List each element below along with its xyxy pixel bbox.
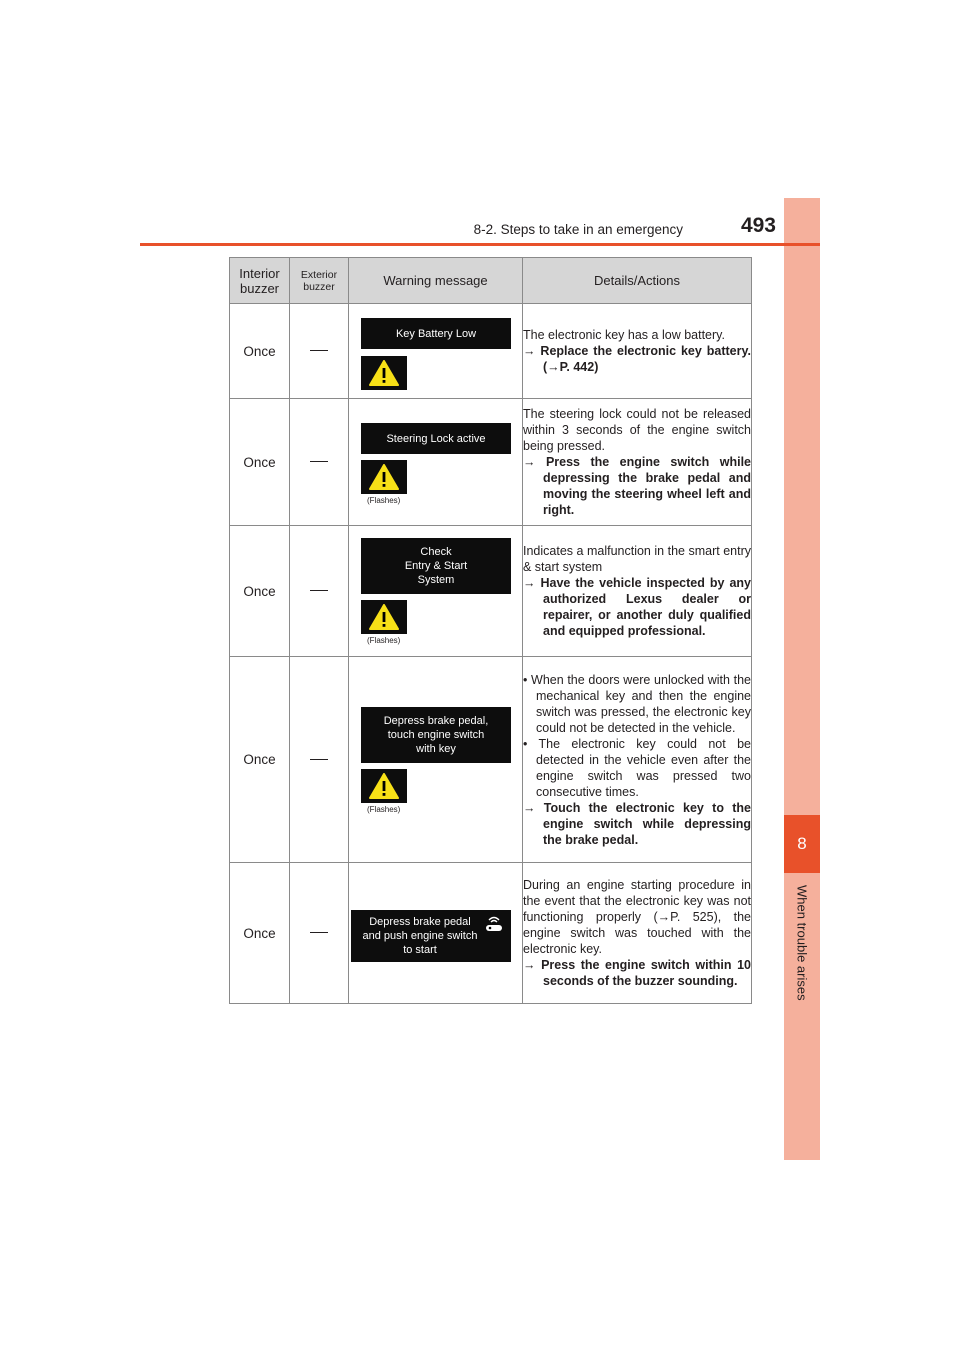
interior-buzzer-cell: Once: [230, 304, 290, 399]
exterior-buzzer-cell: [290, 526, 349, 657]
exterior-buzzer-cell: [290, 304, 349, 399]
details-text: Indicates a malfunction in the smart entry & start system: [523, 544, 751, 574]
header-warning-message: Warning message: [349, 258, 523, 304]
chapter-side-band: [784, 198, 820, 1160]
header-exterior-buzzer: Exterior buzzer: [290, 258, 349, 304]
chapter-number: [784, 815, 820, 873]
header-details-actions: Details/Actions: [523, 258, 752, 304]
action-text: → Replace the electronic key battery. (→P. 442): [523, 344, 751, 374]
header-rule: [140, 243, 820, 246]
chapter-title: [784, 878, 820, 1008]
none-dash: [310, 932, 328, 933]
interior-buzzer-cell: Once: [230, 526, 290, 657]
message-display-text: Check Entry & Start System: [404, 546, 468, 586]
flashes-note: (Flashes): [367, 496, 401, 505]
details-bullet: • When the doors were unlocked with the mechanical key and then the engine switch was pressed, the electronic key could not be detected in the vehicle.: [523, 672, 751, 735]
message-display: [361, 318, 511, 349]
warning-message-table: [229, 257, 752, 1004]
exterior-buzzer-cell: [290, 863, 349, 1004]
chapter-number-text: 8: [797, 834, 807, 853]
none-dash: [310, 350, 328, 351]
message-display-text: Key Battery Low: [395, 327, 477, 340]
action-text: → Press the engine switch while depressing the brake pedal and moving the steering wheel left and right.: [523, 455, 751, 517]
details-bullet: • The electronic key could not be detected in the vehicle even after the engine switch was pressed two consecutive times.: [523, 736, 751, 799]
interior-buzzer-cell: Once: [230, 399, 290, 526]
chapter-title-text: When trouble arises: [794, 885, 810, 1001]
warning-triangle-icon: [361, 460, 407, 494]
warning-triangle-icon: [361, 769, 407, 803]
warning-triangle-icon: [361, 600, 407, 634]
warning-message-cell: [349, 399, 523, 526]
details-cell: [523, 304, 752, 399]
flashes-note: (Flashes): [367, 805, 401, 814]
header-interior-buzzer: Interior buzzer: [230, 258, 290, 304]
interior-buzzer-cell: Once: [230, 863, 290, 1004]
details-cell: [523, 399, 752, 526]
warning-message-cell: [349, 863, 523, 1004]
message-display: [361, 707, 511, 763]
table-row: [230, 526, 752, 657]
warning-triangle-icon: [361, 356, 407, 390]
message-display-text: Depress brake pedal and push engine switch to start: [362, 916, 478, 956]
details-cell: [523, 657, 752, 863]
details-cell: [523, 526, 752, 657]
page-number: 493: [740, 214, 776, 237]
message-display-text: Depress brake pedal, touch engine switch with key: [383, 715, 489, 755]
message-display-text: Steering Lock active: [386, 432, 486, 445]
table-row: [230, 863, 752, 1004]
details-text: During an engine starting procedure in the event that the electronic key was not functioning properly (→P. 525), the engine switch was touched with the electronic key.: [523, 878, 751, 956]
action-text: → Have the vehicle inspected by any authorized Lexus dealer or repairer, or another duly qualified and equipped professional.: [523, 576, 751, 638]
action-text: → Touch the electronic key to the engine switch while depressing the brake pedal.: [523, 800, 751, 847]
details-text: The steering lock could not be released within 3 seconds of the engine switch being pressed.: [523, 407, 751, 453]
section-title: 8-2. Steps to take in an emergency: [473, 222, 683, 237]
exterior-buzzer-cell: [290, 657, 349, 863]
exterior-buzzer-cell: [290, 399, 349, 526]
table-row: [230, 304, 752, 399]
warning-message-cell: [349, 304, 523, 399]
interior-buzzer-cell: Once: [230, 657, 290, 863]
warning-message-cell: [349, 526, 523, 657]
action-text: → Press the engine switch within 10 seconds of the buzzer sounding.: [523, 958, 751, 988]
message-display: [351, 910, 511, 962]
details-cell: [523, 863, 752, 1004]
table-row: [230, 399, 752, 526]
table-header-row: [230, 258, 752, 304]
flashes-note: (Flashes): [367, 636, 401, 645]
key-fob-icon: [483, 915, 505, 937]
details-text: The electronic key has a low battery.: [523, 328, 725, 342]
message-display: [361, 423, 511, 454]
table-row: [230, 657, 752, 863]
none-dash: [310, 759, 328, 760]
warning-message-cell: [349, 657, 523, 863]
message-display: [361, 538, 511, 594]
none-dash: [310, 590, 328, 591]
none-dash: [310, 461, 328, 462]
